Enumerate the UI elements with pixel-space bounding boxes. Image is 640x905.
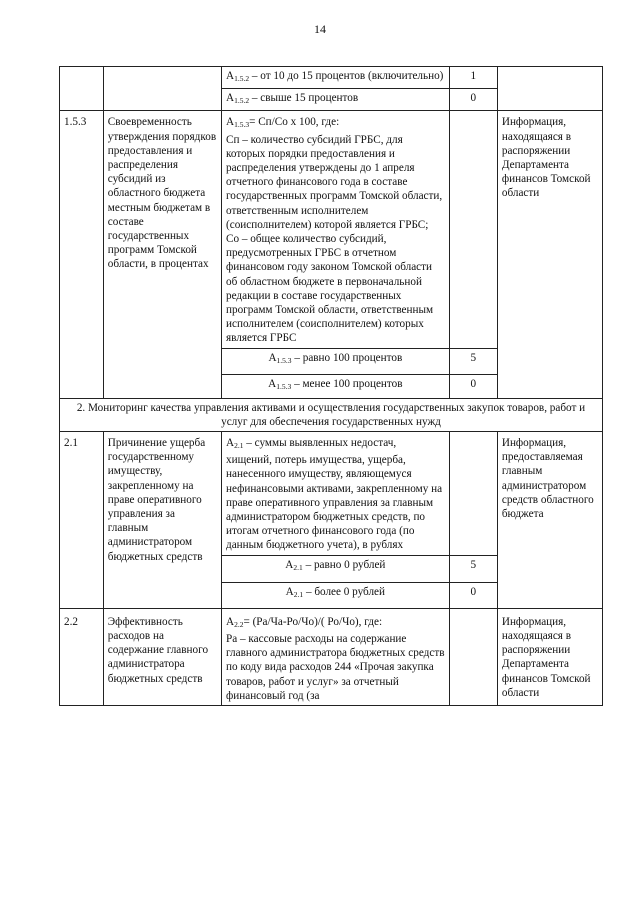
number-cell: 2.1 (60, 432, 104, 609)
name-cell: Своевременность утверждения порядков предоставления и распределения субсидий из областного бюджета местным бюджетам в составе государственных программ Томской области, в процентах (103, 111, 221, 398)
formula-cell: $A_{2.1}$ – суммы выявленных недостач, хищений, потерь имущества, ущерба, нанесенного имуществу, являющемуся нефинансовыми активами, закрепленному на праве оперативного управления за главным администратором бюджетных средств, по итогам отчетного финансового года (по данным бюджетного учета), в рублях (222, 432, 450, 556)
name-cell: Эффективность расходов на содержание главного администратора бюджетных средств (103, 608, 221, 705)
score-cell (449, 111, 497, 348)
name-cell (103, 67, 221, 111)
section-title: 2. Мониторинг качества управления активами и осуществления государственных закупок товаров, работ и услуг для обеспечения государственных нужд (60, 398, 603, 431)
condition-cell: $A_{1.5.3}$ – менее 100 процентов (222, 374, 450, 398)
score-cell: 1 (449, 67, 497, 89)
condition-cell: $A_{1.5.2}$ – от 10 до 15 процентов (включительно) (222, 67, 450, 89)
score-cell: 5 (449, 555, 497, 582)
table-row (60, 67, 603, 89)
score-cell: 0 (449, 582, 497, 608)
table-row (60, 111, 603, 348)
condition-cell: $A_{1.5.2}$ – свыше 15 процентов (222, 89, 450, 111)
score-cell (449, 608, 497, 705)
condition-cell: $A_{2.1}$ – равно 0 рублей (222, 555, 450, 582)
score-cell: 0 (449, 89, 497, 111)
source-cell: Информация, находящаяся в распоряжении Департамента финансов Томской области (497, 608, 602, 705)
formula-cell: $A_{2.2}= (Ра/Ча-Ро/Чо)/$( Ро/Чо), где: Ра – кассовые расходы на содержание главного администратора бюджетных средств по коду вида расходов 244 «Прочая закупка товаров, работ и услуг» за отчетный финансовый год (за (222, 608, 450, 705)
condition-cell: $A_{1.5.3}$ – равно 100 процентов (222, 348, 450, 374)
score-cell (449, 432, 497, 556)
source-cell: Информация, предоставляемая главным администратором средств областного бюджета (497, 432, 602, 609)
section-heading-row (60, 398, 603, 431)
number-cell: 1.5.3 (60, 111, 104, 398)
score-cell: 5 (449, 348, 497, 374)
formula-cell: $A_{1.5.3}= Сп/Со$ x 100, где: Сп – количество субсидий ГРБС, для которых порядки предоставления и распределения утверждены до 1 апреля отчетного финансового года в составе государственных программ Томской области, ответственным исполнителем (соисполнителем) которой является ГРБС; Со – общее количество субсидий, предусмотренных ГРБС в отчетном финансовом году законом Томской области об областном бюджете в первоначальной редакции в составе государственных программ Томской области, ответственным исполнителем (соисполнителем) которых является ГРБС (222, 111, 450, 348)
score-cell: 0 (449, 374, 497, 398)
table-row (60, 608, 603, 705)
name-cell: Причинение ущерба государственному имуществу, закрепленному на праве оперативного управления за главным администратором бюджетных средств (103, 432, 221, 609)
table-row (60, 432, 603, 556)
number-cell: 2.2 (60, 608, 104, 705)
source-cell: Информация, находящаяся в распоряжении Департамента финансов Томской области (497, 111, 602, 398)
page-number: 14 (314, 22, 326, 36)
condition-cell: $A_{2.1}$ – более 0 рублей (222, 582, 450, 608)
source-cell (497, 67, 602, 111)
number-cell (60, 67, 104, 111)
criteria-table (59, 66, 603, 706)
